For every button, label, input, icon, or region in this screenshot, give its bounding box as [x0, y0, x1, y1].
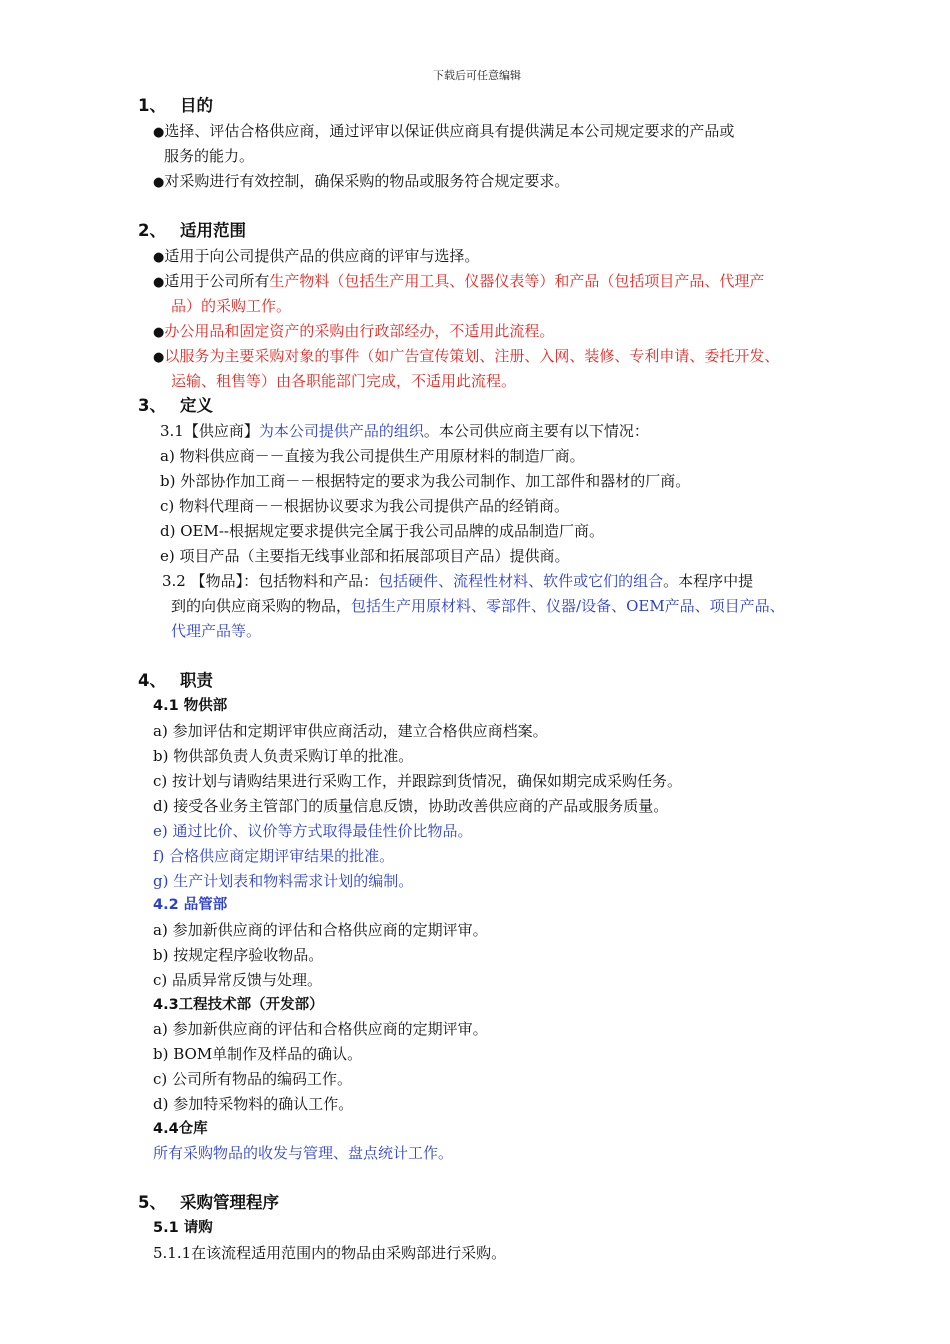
section-5-heading — [138, 1193, 279, 1213]
bullet-icon: ● — [153, 250, 165, 265]
bullet-icon: ● — [153, 125, 165, 140]
bullet-item: ●适用于向公司提供产品的供应商的评审与选择。 — [153, 247, 480, 265]
list-item: g) 生产计划表和物料需求计划的编制。 — [153, 872, 414, 890]
section-number: 5、 — [138, 1193, 166, 1212]
section-title: 采购管理程序 — [180, 1193, 279, 1212]
bullet-item: ●办公用品和固定资产的采购由行政部经办，不适用此流程。 — [153, 322, 555, 340]
list-item: e) 通过比价、议价等方式取得最佳性价比物品。 — [153, 822, 473, 840]
bullet-icon: ● — [153, 350, 165, 365]
subsection-heading: 4.2 品管部 — [153, 897, 228, 913]
list-item: a) 参加新供应商的评估和合格供应商的定期评审。 — [153, 921, 488, 939]
subsection-heading: 4.3工程技术部（开发部） — [153, 997, 324, 1013]
subsection-heading: 4.1 物供部 — [153, 698, 228, 714]
list-item: f) 合格供应商定期评审结果的批准。 — [153, 847, 395, 865]
bullet-icon: ● — [153, 175, 165, 190]
definition-goods: 3.2 【物品】：包括物料和产品：包括硬件、流程性材料、软件或它们的组合。本程序中提 — [162, 572, 754, 590]
definition-supplier: 3.1【供应商】为本公司提供产品的组织。本公司供应商主要有以下情况： — [160, 422, 649, 440]
bullet-item: ●适用于公司所有生产物料（包括生产用工具、仪器仪表等）和产品（包括项目产品、代理产 — [153, 272, 765, 290]
definition-goods-cont: 到的向供应商采购的物品，包括生产用原材料、零部件、仪器/设备、OEM产品、项目产品、 — [171, 597, 785, 615]
list-item: b) BOM单制作及样品的确认。 — [153, 1045, 363, 1063]
bullet-item: ●以服务为主要采购对象的事件（如广告宣传策划、注册、入网、装修、专利申请、委托开发、 — [153, 347, 780, 365]
section-number: 4、 — [138, 671, 166, 690]
list-item: a) 参加评估和定期评审供应商活动，建立合格供应商档案。 — [153, 722, 548, 740]
bullet-icon: ● — [153, 325, 165, 340]
bullet-icon: ● — [153, 275, 165, 290]
list-item: a) 参加新供应商的评估和合格供应商的定期评审。 — [153, 1020, 488, 1038]
section-number: 1、 — [138, 96, 166, 115]
page-header: 下载后可任意编辑 — [433, 69, 521, 82]
list-item: e) 项目产品（主要指无线事业部和拓展部项目产品）提供商。 — [160, 547, 570, 565]
section-title: 职责 — [180, 671, 213, 690]
bullet-item: ●选择、评估合格供应商，通过评审以保证供应商具有提供满足本公司规定要求的产品或 — [153, 122, 735, 140]
list-item: d) OEM--根据规定要求提供完全属于我公司品牌的成品制造厂商。 — [160, 522, 604, 540]
section-number: 3、 — [138, 396, 166, 415]
list-item: b) 外部协作加工商－－根据特定的要求为我公司制作、加工部件和器材的厂商。 — [160, 472, 691, 490]
bullet-continuation: 服务的能力。 — [164, 147, 255, 165]
bullet-continuation: 品）的采购工作。 — [171, 297, 292, 315]
subsection-heading: 4.4仓库 — [153, 1121, 208, 1137]
section-title: 目的 — [180, 96, 213, 115]
list-item: c) 品质异常反馈与处理。 — [153, 971, 323, 989]
paragraph: 所有采购物品的收发与管理、盘点统计工作。 — [153, 1144, 454, 1162]
section-title: 适用范围 — [180, 221, 246, 240]
subsection-heading: 5.1 请购 — [153, 1220, 213, 1236]
list-item: a) 物料供应商－－直接为我公司提供生产用原材料的制造厂商。 — [160, 447, 585, 465]
list-item: c) 公司所有物品的编码工作。 — [153, 1070, 353, 1088]
section-1-heading — [138, 96, 213, 116]
section-4-heading — [138, 671, 213, 691]
bullet-continuation: 运输、租售等）由各职能部门完成，不适用此流程。 — [171, 372, 517, 390]
paragraph: 5.1.1在该流程适用范围内的物品由采购部进行采购。 — [153, 1244, 507, 1262]
list-item: d) 接受各业务主管部门的质量信息反馈，协助改善供应商的产品或服务质量。 — [153, 797, 669, 815]
list-item: d) 参加特采物料的确认工作。 — [153, 1095, 354, 1113]
definition-goods-cont: 代理产品等。 — [171, 622, 262, 640]
list-item: b) 物供部负责人负责采购订单的批准。 — [153, 747, 414, 765]
section-number: 2、 — [138, 221, 166, 240]
section-title: 定义 — [180, 396, 213, 415]
list-item: c) 按计划与请购结果进行采购工作，并跟踪到货情况，确保如期完成采购任务。 — [153, 772, 683, 790]
section-2-heading — [138, 221, 246, 241]
list-item: c) 物料代理商－－根据协议要求为我公司提供产品的经销商。 — [160, 497, 570, 515]
section-3-heading — [138, 396, 213, 416]
list-item: b) 按规定程序验收物品。 — [153, 946, 324, 964]
bullet-item: ●对采购进行有效控制，确保采购的物品或服务符合规定要求。 — [153, 172, 570, 190]
